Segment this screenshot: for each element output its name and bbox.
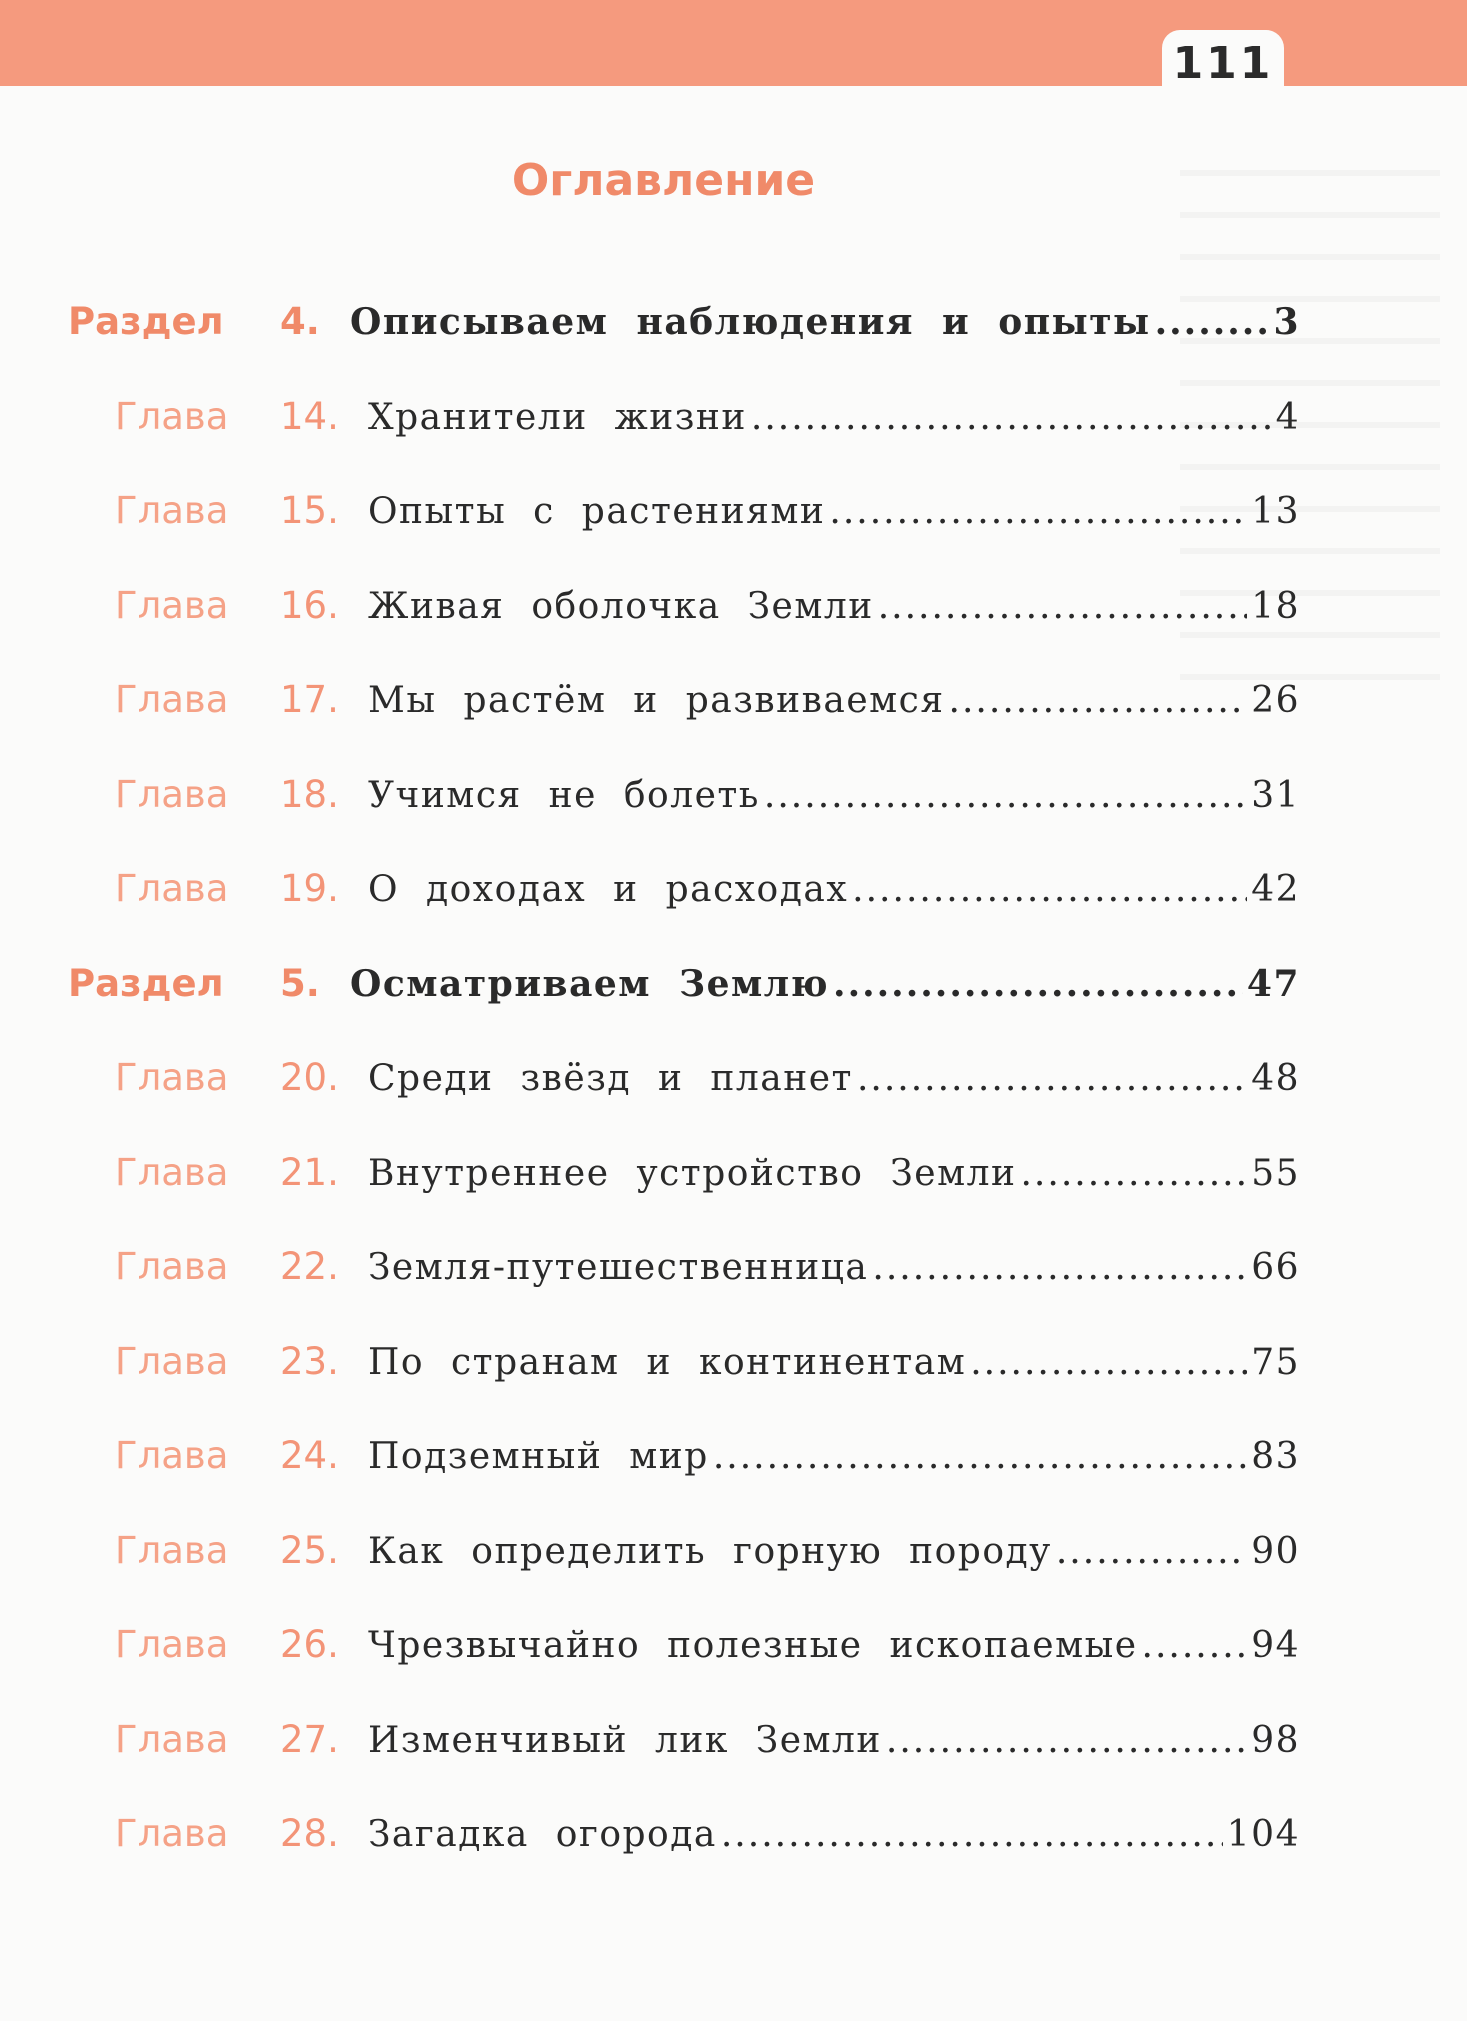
toc-entry [368,1247,1300,1288]
toc-entry [368,1625,1300,1666]
toc-chapter-row [0,773,1300,833]
toc-number: 26. [280,1623,339,1666]
toc-page-number: 55 [1251,1152,1300,1194]
toc-chapter-row [0,1245,1300,1305]
toc-entry [368,1531,1300,1572]
toc-chapter-row [0,1529,1300,1589]
toc-entry [368,1720,1300,1761]
dot-leader [713,1436,1247,1477]
toc-kind-label: Раздел [68,961,224,1005]
toc-entry-title: Осматриваем Землю [350,962,830,1005]
page-number: 111 [1172,37,1274,89]
toc-chapter-row [0,1623,1300,1683]
toc-page-number: 31 [1251,774,1300,816]
toc-page-number: 13 [1251,491,1300,532]
toc-entry-title: Хранители жизни [368,396,747,438]
toc-entry-title: Загадка огорода [368,1814,717,1855]
toc-kind-label: Глава [115,1623,229,1666]
toc-entry-title: О доходах и расходах [368,869,849,910]
dot-leader [886,1720,1247,1761]
dot-leader [751,397,1272,438]
toc-entry-title: Среди звёзд и планет [368,1058,853,1099]
toc-number: 28. [280,1812,339,1855]
toc-chapter-row [0,1056,1300,1116]
toc-entry-title: Мы растём и развиваемся [368,680,945,721]
toc-entry [368,869,1300,910]
toc-page-number: 98 [1251,1719,1300,1761]
toc-number: 4. [280,300,320,343]
toc-kind-label: Глава [115,489,229,532]
toc-page-number: 4 [1275,396,1300,438]
toc-kind-label: Глава [115,1528,229,1572]
toc-number: 17. [280,678,339,721]
toc-kind-label: Раздел [68,300,224,343]
toc-kind-label: Глава [115,772,229,816]
toc-chapter-row [0,1812,1300,1872]
toc-section-row [0,300,1300,360]
toc-entry-title: Учимся не болеть [368,774,760,816]
toc-chapter-row [0,489,1300,549]
page-title: Оглавление [511,155,816,206]
toc-number: 15. [280,489,339,532]
dot-leader [970,1342,1247,1383]
toc-kind-label: Глава [115,1339,229,1383]
toc-page-number: 3 [1273,301,1300,343]
toc-chapter-row [0,867,1300,927]
toc-kind-label: Глава [115,1434,229,1477]
toc-number: 18. [280,772,339,816]
toc-entry-title: Описываем наблюдения и опыты [350,301,1151,343]
toc-kind-label: Глава [115,867,229,910]
toc-entry [368,1436,1300,1477]
toc-kind-label: Глава [115,1717,229,1761]
toc-chapter-row [0,1151,1300,1211]
toc-page-number: 26 [1251,680,1300,721]
toc-kind-label: Глава [115,678,229,721]
dot-leader [1020,1153,1247,1194]
toc-number: 14. [280,394,339,438]
toc-page-number: 90 [1251,1530,1300,1572]
toc-page-number: 47 [1246,962,1300,1005]
dot-leader [764,775,1247,816]
toc-entry [368,491,1300,532]
toc-entry [368,1058,1300,1099]
toc-page-number: 83 [1251,1436,1300,1477]
toc-kind-label: Глава [115,394,229,438]
toc-chapter-row [0,1340,1300,1400]
dot-leader [857,1058,1247,1099]
toc-number: 20. [280,1056,339,1099]
toc-chapter-row [0,1434,1300,1494]
toc-entry-title: Чрезвычайно полезные ископаемые [368,1625,1138,1666]
toc-kind-label: Глава [115,1812,229,1855]
toc-entry [368,680,1300,721]
dot-leader [852,869,1247,910]
toc-entry [368,397,1300,438]
toc-chapter-row [0,395,1300,455]
toc-entry [350,301,1300,343]
toc-number: 16. [280,583,339,627]
toc-page-number: 48 [1251,1058,1300,1099]
toc-chapter-row [0,1718,1300,1778]
toc-entry [368,586,1300,627]
toc-entry-title: Опыты с растениями [368,491,826,532]
toc-chapter-row [0,678,1300,738]
toc-entry-title: Как определить горную породу [368,1530,1052,1572]
toc-number: 21. [280,1150,339,1194]
dot-leader [1056,1531,1247,1572]
toc-entry-title: По странам и континентам [368,1341,967,1383]
toc-page-number: 18 [1251,585,1300,627]
toc-number: 23. [280,1339,339,1383]
toc-entry-title: Изменчивый лик Земли [368,1719,882,1761]
toc-entry-title: Внутреннее устройство Земли [368,1152,1017,1194]
toc-kind-label: Глава [115,1245,229,1288]
toc-page-number: 75 [1251,1341,1300,1383]
toc-entry-title: Живая оболочка Земли [368,585,874,627]
toc-entry [368,775,1300,816]
toc-kind-label: Глава [115,583,229,627]
toc-page-number: 66 [1251,1247,1300,1288]
toc-entry [350,963,1300,1005]
toc-section-row [0,962,1300,1022]
toc-entry-title: Подземный мир [368,1436,709,1477]
dot-leader [949,680,1248,721]
toc-entry [368,1342,1300,1383]
dot-leader [1155,301,1270,343]
toc-entry-title: Земля-путешественница [368,1247,869,1288]
toc-page-number: 104 [1226,1814,1300,1855]
toc-number: 25. [280,1528,339,1572]
toc-entry [368,1814,1300,1855]
toc-number: 27. [280,1717,339,1761]
toc-number: 22. [280,1245,339,1288]
dot-leader [878,586,1247,627]
toc-number: 19. [280,867,339,910]
dot-leader [721,1814,1223,1855]
dot-leader [1142,1625,1248,1666]
toc-number: 5. [280,961,320,1005]
toc-page-number: 94 [1251,1625,1300,1666]
toc-number: 24. [280,1434,339,1477]
dot-leader [833,963,1243,1005]
toc-entry [368,1153,1300,1194]
page-number-tab [1162,30,1284,96]
toc-kind-label: Глава [115,1150,229,1194]
toc-kind-label: Глава [115,1056,229,1099]
dot-leader [829,491,1247,532]
toc-page-number: 42 [1251,869,1300,910]
dot-leader [872,1247,1247,1288]
toc-chapter-row [0,584,1300,644]
